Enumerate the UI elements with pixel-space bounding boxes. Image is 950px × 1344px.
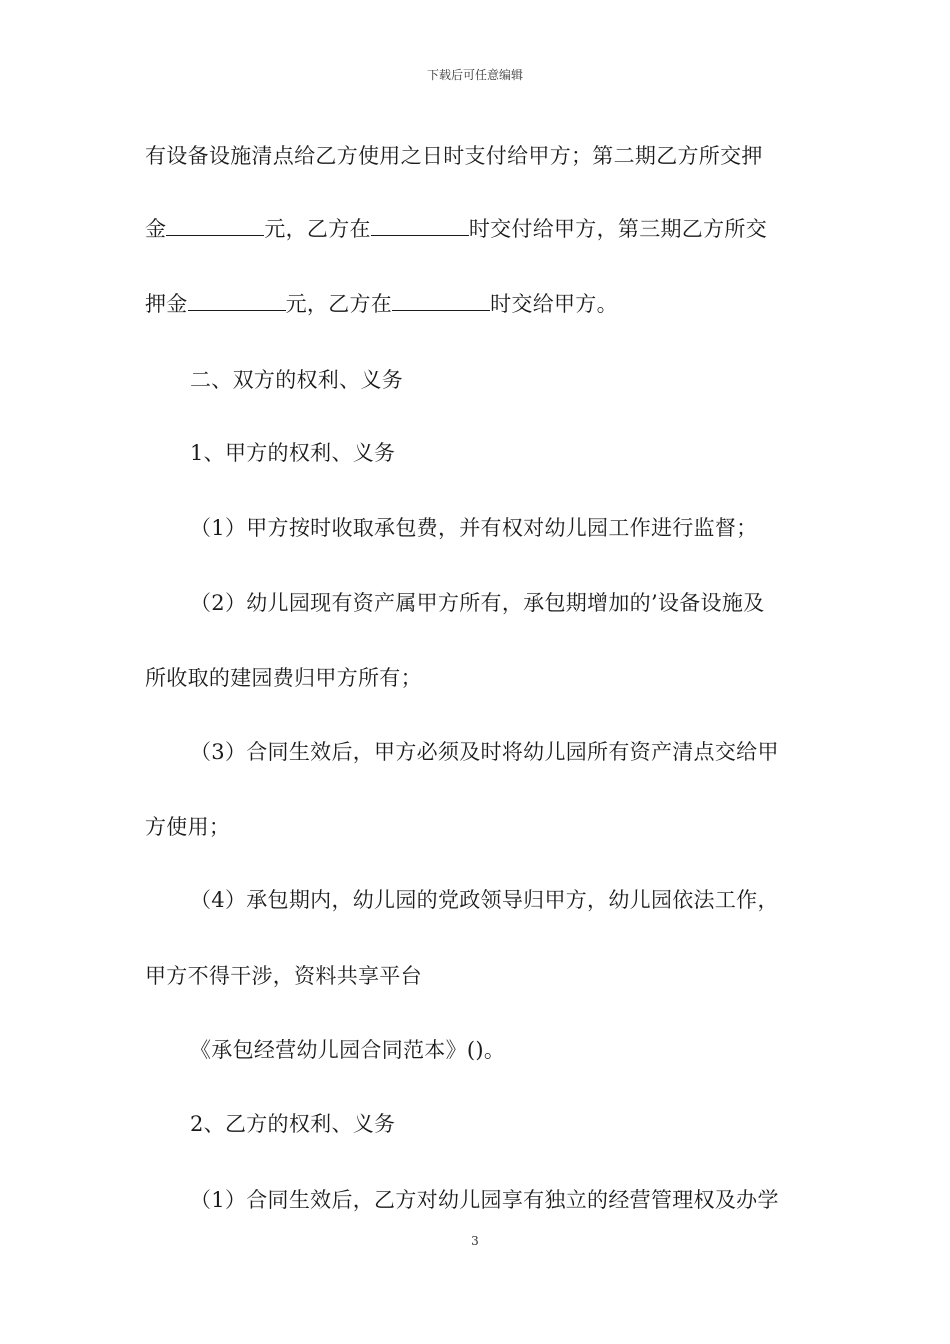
document-title-reference: 《承包经营幼儿园合同范本》()。 <box>190 1038 506 1062</box>
subsection-heading: 1、甲方的权利、义务 <box>190 441 396 465</box>
paragraph-line-with-blanks <box>145 213 767 243</box>
fill-in-blank <box>188 290 286 311</box>
text-segment: 时交付给甲方，第三期乙方所交 <box>468 217 768 241</box>
clause-item: （2）幼儿园现有资产属甲方所有，承包期增加的’设备设施及 <box>190 591 765 615</box>
subsection-heading: 2、乙方的权利、义务 <box>190 1112 396 1136</box>
clause-item: （1）合同生效后，乙方对幼儿园享有独立的经营管理权及办学 <box>190 1188 779 1212</box>
text-segment: 时交给甲方。 <box>490 292 618 316</box>
text-segment: 元，乙方在 <box>285 292 393 316</box>
clause-item: （4）承包期内，幼儿园的党政领导归甲方，幼儿园依法工作， <box>190 888 779 912</box>
text-segment: 金 <box>145 217 167 241</box>
clause-item: （3）合同生效后，甲方必须及时将幼儿园所有资产清点交给甲 <box>190 740 779 764</box>
fill-in-blank <box>371 215 469 236</box>
fill-in-blank <box>166 215 264 236</box>
page-header: 下载后可任意编辑 <box>426 68 523 82</box>
paragraph-line-with-blanks <box>145 288 618 318</box>
paragraph-line: 有设备设施清点给乙方使用之日时支付给甲方；第二期乙方所交押 <box>145 144 763 168</box>
page-number: 3 <box>471 1234 479 1248</box>
text-segment: 押金 <box>145 292 188 316</box>
clause-item: （1）甲方按时收取承包费，并有权对幼儿园工作进行监督； <box>190 516 758 540</box>
paragraph-line: 甲方不得干涉，资料共享平台 <box>145 964 422 988</box>
text-segment: 元，乙方在 <box>264 217 371 241</box>
paragraph-line: 所收取的建园费归甲方所有； <box>145 666 422 690</box>
fill-in-blank <box>392 290 490 311</box>
paragraph-line: 方使用； <box>145 815 231 839</box>
section-heading: 二、双方的权利、义务 <box>190 368 403 392</box>
